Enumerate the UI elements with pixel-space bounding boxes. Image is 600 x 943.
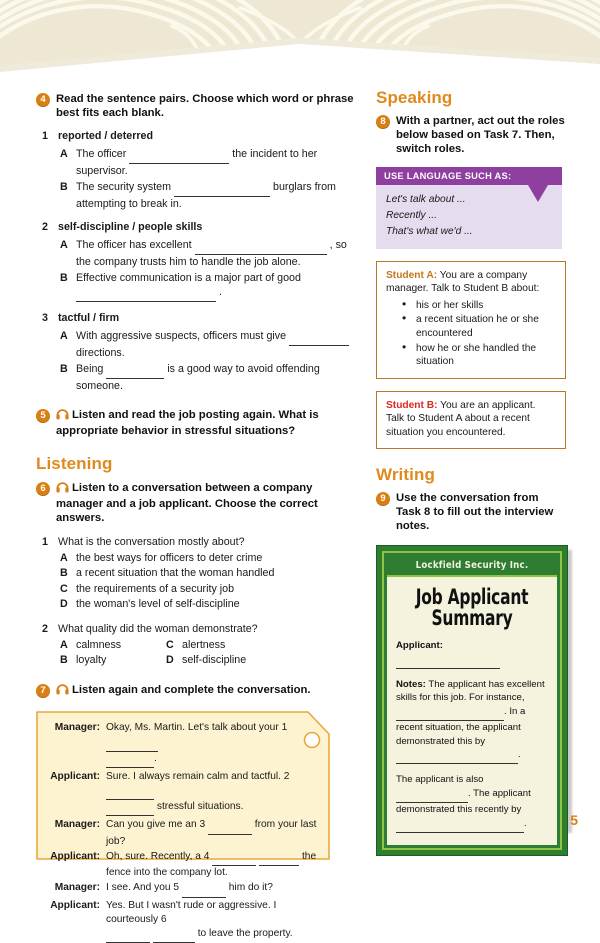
option-letter: B <box>60 567 68 580</box>
task-5-number: 5 <box>36 409 50 423</box>
q1-option-b[interactable] <box>36 566 356 580</box>
card-frame <box>376 545 568 856</box>
student-a-text: You are a company manager. Talk to Student B about: <box>386 269 540 295</box>
line-text-post: stressful situations. <box>156 800 244 812</box>
notes-blank[interactable] <box>396 750 518 764</box>
answer-blank[interactable] <box>195 240 327 255</box>
answer-blank[interactable] <box>129 149 229 164</box>
use-language-line-1: Let's talk about ... <box>386 193 466 205</box>
q2-row-2 <box>36 653 356 668</box>
answer-blank[interactable] <box>259 852 299 867</box>
notes-label: Notes: <box>396 678 426 690</box>
notes-text-a: The applicant has excellent skills for this job. For instance, <box>396 678 545 704</box>
dialogue-line-3 <box>48 818 322 848</box>
task-4 <box>36 92 356 120</box>
option-letter: B <box>60 653 68 666</box>
notes2-text-c: . <box>524 817 527 829</box>
option-text-pre: Being <box>76 362 104 375</box>
option-text[interactable]: calmness <box>76 638 122 651</box>
use-language-box <box>376 167 562 249</box>
dialogue-line-2 <box>48 770 322 817</box>
task-7-number: 7 <box>36 684 50 698</box>
notes2-text-a: The applicant is also <box>396 774 484 786</box>
exercise-item-1 <box>36 129 356 143</box>
option-letter: A <box>60 551 68 564</box>
answer-blank[interactable] <box>76 287 216 302</box>
task-8-number: 8 <box>376 115 390 129</box>
card-company-band: Lockfield Security Inc. <box>387 556 557 577</box>
option-text-post: is a good way to avoid offending someone. <box>76 362 320 393</box>
left-column <box>36 92 356 939</box>
item-3-number: 3 <box>42 312 48 325</box>
option-text[interactable]: alertness <box>182 638 226 651</box>
notes2-text-b: . The applicant demonstrated this recently by <box>396 787 531 816</box>
list-item: • a recent situation he or she encountered <box>402 313 556 340</box>
option-text-pre: The officer <box>76 147 127 160</box>
speaker-label: Applicant: <box>50 900 100 912</box>
question-1 <box>36 535 356 549</box>
option-text-pre: Effective communication is a major part of good <box>76 271 301 284</box>
student-b-box <box>376 391 566 449</box>
answer-blank[interactable] <box>106 785 154 800</box>
option-letter: B <box>60 271 68 284</box>
writing-heading: Writing <box>376 464 435 484</box>
item-1-lead: reported / deterred <box>58 130 154 143</box>
option-text: the woman's level of self-discipline <box>76 598 240 611</box>
use-language-line-2: Recently ... <box>386 209 437 221</box>
line-text: Okay, Ms. Martin. Let's talk about your 1 <box>106 722 288 734</box>
use-language-line-3: That's what we'd ... <box>386 225 473 237</box>
task-7 <box>36 683 356 699</box>
fingerprint-decoration <box>0 0 600 86</box>
item-2-number: 2 <box>42 221 48 234</box>
answer-blank[interactable] <box>153 929 195 943</box>
option-text: a recent situation that the woman handled <box>76 567 275 580</box>
answer-blank[interactable] <box>106 754 154 769</box>
option-text[interactable]: self-discipline <box>182 653 247 666</box>
option-letter: B <box>60 180 68 193</box>
answer-blank[interactable] <box>106 802 154 817</box>
spacer <box>396 764 548 773</box>
task-9 <box>376 491 566 534</box>
speaker-label: Manager: <box>54 722 100 734</box>
option-letter: C <box>166 638 174 651</box>
headphones-icon <box>56 481 69 497</box>
line-text: Yes. But I wasn't rude or aggressive. I courteously 6 <box>106 900 277 925</box>
task-4-number: 4 <box>36 93 50 107</box>
q1-option-c[interactable] <box>36 582 356 596</box>
task-6-number: 6 <box>36 482 50 496</box>
option-letter: D <box>166 653 174 666</box>
line-text-post: the fence into the company lot. <box>106 850 317 879</box>
option-text-pre: With aggressive suspects, officers must give <box>76 329 287 342</box>
speaker-label: Manager: <box>54 818 100 830</box>
task-6-instruction <box>56 481 356 526</box>
answer-blank[interactable] <box>106 364 164 379</box>
headphones-icon <box>56 408 69 424</box>
option-letter: A <box>60 238 68 251</box>
spacer <box>396 669 548 678</box>
dialogue-line-1 <box>48 721 322 768</box>
right-column <box>376 88 566 856</box>
line-text: Oh, sure. Recently, a 4 <box>106 850 210 862</box>
card-title <box>402 577 541 631</box>
item-2-option-b <box>36 271 356 303</box>
q1-option-d[interactable] <box>36 597 356 611</box>
notes-text-b: . In a recent situation, the applicant demonstrated this by <box>396 705 526 747</box>
option-letter: A <box>60 147 68 160</box>
item-1-number: 1 <box>42 130 48 143</box>
job-applicant-card <box>376 545 568 856</box>
notes-paragraph-1 <box>396 678 548 764</box>
answer-blank[interactable] <box>289 331 349 346</box>
dialogue-line-4 <box>48 850 322 880</box>
item-2-lead: self-discipline / people skills <box>58 221 203 234</box>
task-7-instruction <box>56 683 356 699</box>
task-9-instruction: Use the conversation from Task 8 to fill out the interview notes. <box>396 491 554 532</box>
dialogue-tag <box>36 711 336 939</box>
list-item: • his or her skills <box>402 299 556 313</box>
notes-blank[interactable] <box>396 707 504 721</box>
option-letter: B <box>60 362 68 375</box>
task-6 <box>36 481 356 526</box>
use-language-header <box>376 167 562 185</box>
task-5 <box>36 408 356 438</box>
option-letter: C <box>60 582 68 595</box>
card-title-line2: Summary <box>431 606 513 631</box>
item-3-lead: tactful / firm <box>58 312 120 325</box>
notes-text-c: . <box>518 749 521 760</box>
list-item: • how he or she handled the situation <box>402 342 556 369</box>
student-b-name: Student B: <box>386 399 438 411</box>
card-body <box>387 631 557 845</box>
student-a-name: Student A: <box>386 269 438 281</box>
option-text-post: the incident to her supervisor. <box>76 147 318 178</box>
answer-blank[interactable] <box>174 182 270 197</box>
option-text-pre: The officer has excellent <box>76 238 192 251</box>
dialogue-line-6 <box>48 899 322 943</box>
speaking-heading: Speaking <box>376 88 453 107</box>
item-3-option-a <box>36 329 356 361</box>
card-title-line1: Job Applicant <box>415 585 529 610</box>
student-a-box <box>376 261 566 379</box>
speaker-label: Applicant: <box>50 770 100 782</box>
task-5-instruction <box>56 408 356 438</box>
answer-blank[interactable] <box>212 852 256 867</box>
item-3-option-b <box>36 362 356 394</box>
speaker-label: Applicant: <box>50 850 100 862</box>
question-2-number: 2 <box>42 622 48 635</box>
task-8-instruction: With a partner, act out the roles below based on Task 7. Then, switch roles. <box>396 115 565 156</box>
task-5-text: Listen and read the job posting again. What is appropriate behavior in stressful situations? <box>56 408 319 437</box>
q1-option-a[interactable] <box>36 551 356 565</box>
item-1-option-a <box>36 147 356 179</box>
option-text: the requirements of a security job <box>76 582 235 595</box>
option-text-post: , so the company trusts him to handle the job alone. <box>76 238 347 269</box>
applicant-label: Applicant: <box>396 640 443 652</box>
headphones-icon <box>56 683 69 699</box>
option-text-post: burglars from attempting to break in. <box>76 180 336 211</box>
use-language-header-text: USE LANGUAGE SUCH AS: <box>384 170 512 181</box>
applicant-field <box>396 639 548 669</box>
question-1-number: 1 <box>42 535 48 548</box>
notes-paragraph-2 <box>396 773 548 833</box>
speaker-label: Manager: <box>54 882 100 894</box>
option-text[interactable]: loyalty <box>76 653 107 666</box>
line-text-post: from your last job? <box>106 818 317 847</box>
option-text-pre: The security system <box>76 180 172 193</box>
item-1-option-b <box>36 180 356 212</box>
question-1-text: What is the conversation mostly about? <box>58 535 245 548</box>
dialogue-text <box>36 711 336 939</box>
option-text-post: directions. <box>76 347 125 360</box>
option-letter: A <box>60 638 68 651</box>
exercise-item-2 <box>36 220 356 234</box>
option-letter: A <box>60 329 68 342</box>
task-9-number: 9 <box>376 492 390 506</box>
option-text: the best ways for officers to deter crime <box>76 551 263 564</box>
answer-blank[interactable] <box>208 820 252 835</box>
task-7-text: Listen again and complete the conversation. <box>72 684 311 697</box>
listening-heading: Listening <box>36 453 113 473</box>
card-inner-frame <box>382 551 562 850</box>
option-letter: D <box>60 598 68 611</box>
line-text: Sure. I always remain calm and tactful. 2 <box>106 770 290 782</box>
task-8 <box>376 114 566 157</box>
answer-blank[interactable] <box>106 737 158 752</box>
notes-blank[interactable] <box>396 819 524 833</box>
line-text: I see. And you 5 <box>106 882 180 894</box>
question-2 <box>36 622 356 636</box>
flag-triangle-icon <box>528 185 548 202</box>
line-text-post: . <box>154 752 157 764</box>
student-a-bullets <box>386 299 556 369</box>
item-2-option-a <box>36 238 356 270</box>
line-text-post: to leave the property. <box>197 927 293 939</box>
line-text-post: him do it? <box>228 882 273 894</box>
question-2-text: What quality did the woman demonstrate? <box>58 622 258 635</box>
applicant-input-blank[interactable] <box>396 655 500 669</box>
dialogue-line-5 <box>48 881 322 898</box>
line-text: Can you give me an 3 <box>106 818 206 830</box>
q2-row-1 <box>36 638 356 653</box>
student-b-text: You are an applicant. Talk to Student A about a recent situation you encountered. <box>386 399 536 438</box>
task-6-text: Listen to a conversation between a company manager and a job applicant. Choose the correct answers. <box>56 481 318 525</box>
card-face <box>387 556 557 845</box>
exercise-item-3 <box>36 311 356 325</box>
answer-blank[interactable] <box>106 929 150 943</box>
option-text-post: . <box>218 286 222 299</box>
answer-blank[interactable] <box>182 883 226 898</box>
notes-blank[interactable] <box>396 789 468 803</box>
task-4-instruction: Read the sentence pairs. Choose which word or phrase best fits each blank. <box>56 93 354 120</box>
page-number: 5 <box>570 812 578 828</box>
